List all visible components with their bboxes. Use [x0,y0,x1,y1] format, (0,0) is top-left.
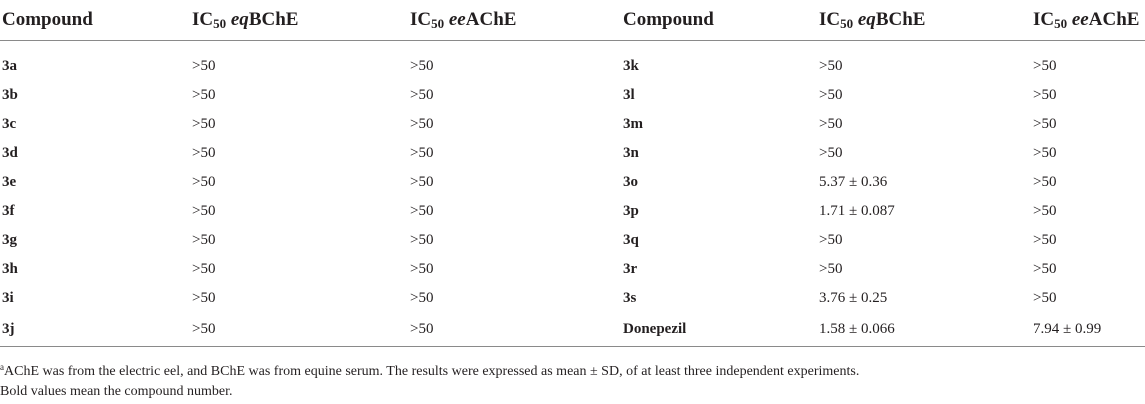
ic50-value-cell: >50 [410,87,434,103]
ic50-value-cell: >50 [192,290,216,306]
compound-cell: 3j [0,313,190,347]
ic50-value-cell: >50 [190,313,408,347]
ic50-value-cell: >50 [1033,203,1057,219]
ic50-value-cell: 1.71 ± 0.087 [819,203,895,219]
ic50-value-cell: >50 [192,145,216,161]
ic50-value-cell: >50 [1033,261,1057,277]
compound-cell: 3s [623,290,637,306]
compound-cell: 3e [2,174,17,190]
ic50-value-cell: 7.94 ± 0.99 [1031,313,1145,347]
table-row [0,52,1145,81]
ic50-value-cell: >50 [192,203,216,219]
ic50-value-cell: >50 [410,145,434,161]
ic50-value-cell: >50 [192,261,216,277]
header-ic50-eqbche-left: $IC_{50}$ eqBChE [190,0,408,41]
ic50-value-cell: >50 [192,232,216,248]
compound-cell: 3p [623,203,639,219]
table-row [0,284,1145,313]
header-row [0,0,1145,41]
header-ic50-eeache-right: $IC_{50}$ eeAChE [1031,0,1145,41]
compound-cell: 3h [2,261,18,277]
ic50-value-cell: >50 [410,58,434,74]
ic50-value-cell: >50 [819,87,843,103]
header-ic50-eqbche-right: $IC_{50}$ eqBChE [817,0,1031,41]
header-compound-left: Compound [0,0,190,41]
ic50-value-cell: >50 [819,58,843,74]
ic50-value-cell: >50 [819,145,843,161]
compound-cell: 3a [2,58,17,74]
ic50-value-cell: >50 [1033,145,1057,161]
table-row [0,313,1145,347]
compound-cell: 3l [623,87,635,103]
ic50-value-cell: >50 [410,116,434,132]
ic50-value-cell: >50 [410,261,434,277]
compound-cell: 3b [2,87,18,103]
footnotes [0,362,859,402]
table-row [0,110,1145,139]
header-ic50-eeache-left: $IC_{50}$ eeAChE [408,0,621,41]
compound-cell: Donepezil [621,313,817,347]
ic50-value-cell: >50 [819,116,843,132]
compound-cell: 3f [2,203,15,219]
compound-cell: 3r [623,261,638,277]
compound-cell: 3i [2,290,14,306]
table-body [0,41,1145,347]
compound-cell: 3d [2,145,18,161]
compound-cell: 3m [623,116,643,132]
ic50-value-cell: >50 [408,313,621,347]
ic50-value-cell: >50 [1033,174,1057,190]
ic50-value-cell: 1.58 ± 0.066 [817,313,1031,347]
compound-cell: 3n [623,145,639,161]
ic50-value-cell: >50 [410,203,434,219]
footnote-a: $^a$AChE was from the electric eel, and BChE was from equine serum. The results were expressed as mean ± SD, of at least three independent experiments. [0,362,860,379]
ic50-value-cell: >50 [1033,290,1057,306]
ic50-value-cell: 3.76 ± 0.25 [819,290,888,306]
ic50-value-cell: >50 [819,232,843,248]
table-row [0,255,1145,284]
ic50-value-cell: >50 [410,232,434,248]
table-row [0,139,1145,168]
ic50-value-cell: >50 [1033,232,1057,248]
compound-cell: 3o [623,174,638,190]
table-row [0,81,1145,110]
ic50-value-cell: >50 [410,174,434,190]
table-row [0,197,1145,226]
ic50-value-cell: >50 [192,174,216,190]
compound-cell: 3k [623,58,639,74]
ic50-value-cell: >50 [192,87,216,103]
footnote-b: Bold values mean the compound number. [0,384,233,399]
ic50-value-cell: >50 [192,58,216,74]
ic50-value-cell: >50 [1033,116,1057,132]
compound-cell: 3g [2,232,17,248]
ic50-value-cell: >50 [192,116,216,132]
ic50-value-cell: >50 [819,261,843,277]
table-row [0,168,1145,197]
table-row [0,226,1145,255]
ic50-value-cell: >50 [410,290,434,306]
ic50-value-cell: >50 [1033,58,1057,74]
ic50-value-cell: 5.37 ± 0.36 [819,174,888,190]
compound-cell: 3q [623,232,639,248]
header-compound-right: Compound [621,0,817,41]
ic50-value-cell: >50 [1033,87,1057,103]
compound-cell: 3c [2,116,17,132]
